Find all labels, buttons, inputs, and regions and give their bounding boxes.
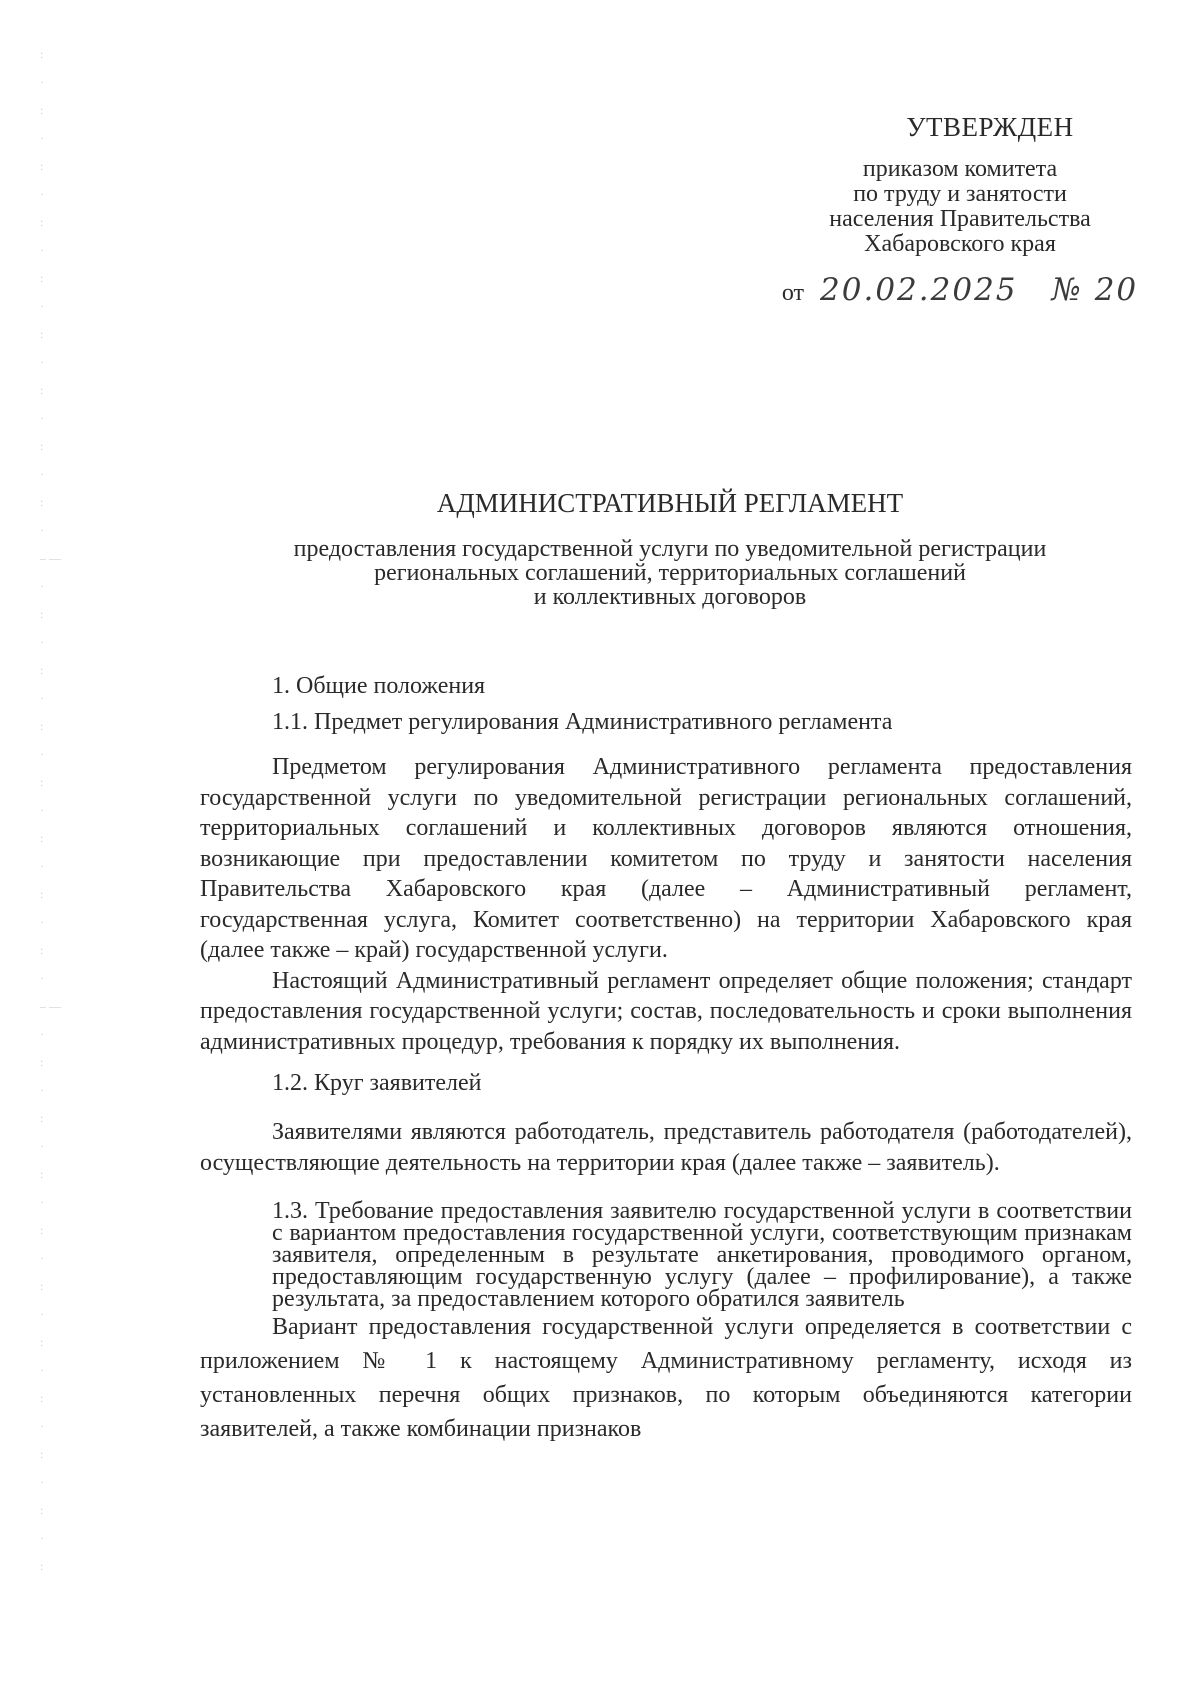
document-body [200, 668, 1132, 1446]
approval-line: приказом комитета [862, 156, 1058, 182]
handwritten-number: № 20 [1051, 272, 1139, 308]
approval-stamp-block [740, 112, 1180, 308]
section-heading: 1. Общие положения [272, 673, 486, 699]
approval-line: по труду и занятости [853, 181, 1067, 207]
approval-line: населения Правительства [829, 206, 1091, 232]
document-subtitle-line: и коллективных договоров [533, 584, 807, 610]
approved-label: УТВЕРЖДЕН [906, 112, 1074, 142]
subsection-heading: 1.2. Круг заявителей [272, 1070, 482, 1096]
document-title-block [200, 488, 1140, 609]
approval-date-line [740, 272, 1180, 308]
scan-edge-marks: : · : · : · : · : · : · : · : · : · – — · : · : · : · : · : · : · : · – — · : · : · : · : · : · : · : · : · : · : [40, 47, 61, 1573]
paragraph: Заявителями являются работодатель, представитель работодателя (работодателей), осуществляющие деятельность на территории края (далее также – заявитель). [200, 1119, 1132, 1176]
subsection-paragraph: 1.3. Требование предоставления заявителю государственной услуги в соответствии с вариантом предоставления государственной услуги, соответствующим признакам заявителя, определенным в результате анкетирования, проводимого органом, предоставляющим государственную услугу (далее – профилирование), а также результата, за предоставлением которого обратился заявитель [272, 1198, 1132, 1312]
document-subtitle-line: предоставления государственной услуги по уведомительной регистрации [293, 536, 1047, 562]
document-subtitle-line: региональных соглашений, территориальных соглашений [374, 560, 966, 586]
subsection-heading: 1.1. Предмет регулирования Административного регламента [272, 709, 893, 735]
document-title: АДМИНИСТРАТИВНЫЙ РЕГЛАМЕНТ [436, 488, 904, 518]
handwritten-date: 20.02.2025 [820, 272, 1018, 308]
approval-line: Хабаровского края [864, 231, 1056, 257]
paragraph: Настоящий Административный регламент определяет общие положения; стандарт предоставления государственной услуги; состав, последовательность и сроки выполнения административных процедур, требования к порядку их выполнения. [200, 967, 1132, 1055]
paragraph: Предметом регулирования Административного регламента предоставления государственной услуги по уведомительной регистрации региональных соглашений, территориальных соглашений и коллективных договоров являются отношения, возникающие при предоставлении комитетом по труду и занятости населения Правительства Хабаровского края (далее – Административный регламент, государственная услуга, Комитет соответственно) на территории Хабаровского края (далее также – край) государственной услуги. [200, 754, 1132, 963]
date-prefix: от [781, 280, 805, 306]
paragraph: Вариант предоставления государственной услуги определяется в соответствии с приложением № 1 к настоящему Административному регламенту, исходя из установленных перечня общих признаков, по которым объединяются категории заявителей, а также комбинации признаков [200, 1314, 1132, 1442]
